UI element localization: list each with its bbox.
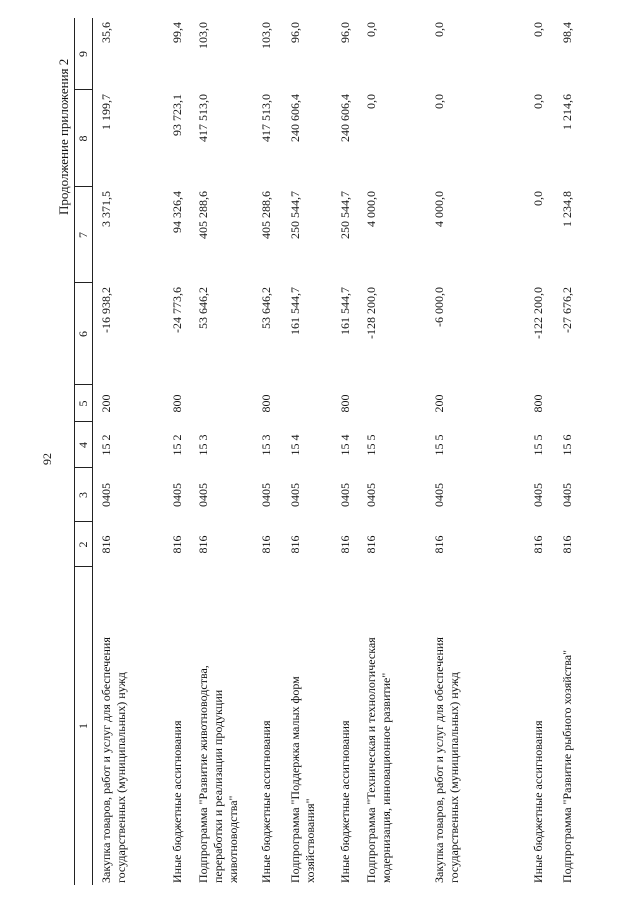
row-name: Подпрограмма "Поддержка малых форм хозяйствования" (288, 676, 317, 883)
cell-c3: 0405 (364, 483, 378, 507)
cell-c4: 15 3 (259, 434, 273, 456)
cell-c6: -122 200,0 (531, 287, 545, 339)
cell-c9: 0,0 (432, 22, 446, 37)
header-col-8: 8 (76, 135, 90, 142)
header-col-3: 3 (76, 492, 90, 498)
header-col-9: 9 (76, 51, 90, 57)
cell-c8: 240 606,4 (288, 94, 302, 142)
row-name: Иные бюджетные ассигнования (170, 720, 184, 883)
cell-c9: 96,0 (288, 22, 302, 43)
cell-c9: 0,0 (531, 22, 545, 37)
cell-c4: 15 4 (338, 434, 352, 456)
cell-c2: 816 (338, 535, 352, 554)
row-name: Закупка товаров, работ и услуг для обеспечения государственных (муниципальных) нужд (99, 637, 128, 883)
cell-c2: 816 (560, 535, 574, 554)
cell-c6: -6 000,0 (432, 287, 446, 327)
cell-c7: 94 326,4 (170, 191, 184, 233)
cell-c5: 200 (99, 394, 113, 413)
cell-c4: 15 5 (531, 434, 545, 456)
cell-c7: 4 000,0 (364, 191, 378, 227)
cell-c9: 98,4 (560, 22, 574, 43)
cell-c6: -24 773,6 (170, 287, 184, 333)
page-number: 92 (40, 453, 54, 465)
cell-c2: 816 (99, 535, 113, 554)
cell-c8: 0,0 (531, 94, 545, 109)
cell-c9: 103,0 (259, 22, 273, 49)
row-name: Подпрограмма "Техническая и технологическая модернизация, инновационное развитие" (364, 637, 393, 883)
cell-c4: 15 3 (196, 434, 210, 456)
cell-c6: 53 646,2 (196, 287, 210, 329)
cell-c7: 405 288,6 (259, 191, 273, 239)
cell-c7: 3 371,5 (99, 191, 113, 227)
cell-c5: 800 (170, 394, 184, 413)
cell-c8: 417 513,0 (196, 94, 210, 142)
cell-c5: 800 (259, 394, 273, 413)
cell-c6: -27 676,2 (560, 287, 574, 333)
cell-c2: 816 (259, 535, 273, 554)
header-col-5: 5 (76, 400, 90, 407)
cell-c6: -128 200,0 (364, 287, 378, 339)
cell-c5: 800 (531, 394, 545, 413)
cell-c9: 99,4 (170, 22, 184, 43)
header-col-6: 6 (76, 331, 90, 337)
cell-c3: 0405 (432, 483, 446, 507)
cell-c3: 0405 (170, 483, 184, 507)
cell-c7: 405 288,6 (196, 191, 210, 239)
cell-c9: 103,0 (196, 22, 210, 49)
cell-c2: 816 (196, 535, 210, 554)
cell-c6: 53 646,2 (259, 287, 273, 329)
cell-c3: 0405 (259, 483, 273, 507)
row-name: Закупка товаров, работ и услуг для обеспечения государственных (муниципальных) нужд (432, 637, 461, 883)
cell-c3: 0405 (338, 483, 352, 507)
row-name: Подпрограмма "Развитие животноводства, переработки и реализации продукции животноводства" (196, 665, 240, 883)
row-name: Иные бюджетные ассигнования (531, 720, 545, 883)
header-bottom-border (92, 18, 93, 885)
cell-c6: 161 544,7 (288, 287, 302, 335)
cell-c2: 816 (288, 535, 302, 554)
cell-c3: 0405 (288, 483, 302, 507)
row-name: Подпрограмма "Развитие рыбного хозяйства" (560, 650, 574, 883)
header-col-1: 1 (76, 723, 90, 729)
header-col-7: 7 (76, 232, 90, 238)
cell-c3: 0405 (99, 483, 113, 507)
cell-c4: 15 2 (170, 434, 184, 456)
row-name: Иные бюджетные ассигнования (259, 720, 273, 883)
cell-c2: 816 (531, 535, 545, 554)
cell-c4: 15 2 (99, 434, 113, 456)
header-col-2: 2 (76, 541, 90, 548)
cell-c3: 0405 (531, 483, 545, 507)
cell-c9: 96,0 (338, 22, 352, 43)
cell-c8: 0,0 (364, 94, 378, 109)
cell-c7: 4 000,0 (432, 191, 446, 227)
cell-c3: 0405 (196, 483, 210, 507)
cell-c8: 417 513,0 (259, 94, 273, 142)
cell-c3: 0405 (560, 483, 574, 507)
cell-c6: -16 938,2 (99, 287, 113, 333)
cell-c4: 15 6 (560, 434, 574, 456)
cell-c7: 0,0 (531, 191, 545, 206)
cell-c2: 816 (364, 535, 378, 554)
cell-c8: 0,0 (432, 94, 446, 109)
cell-c7: 250 544,7 (288, 191, 302, 239)
cell-c4: 15 5 (432, 434, 446, 456)
cell-c7: 1 234,8 (560, 191, 574, 227)
table-top-border (74, 18, 75, 885)
cell-c5: 200 (432, 394, 446, 413)
cell-c9: 35,6 (99, 22, 113, 43)
appendix-caption: Продолжение приложения 2 (56, 58, 71, 215)
header-col-4: 4 (76, 442, 90, 448)
row-name: Иные бюджетные ассигнования (338, 720, 352, 883)
cell-c4: 15 5 (364, 434, 378, 456)
cell-c9: 0,0 (364, 22, 378, 37)
cell-c7: 250 544,7 (338, 191, 352, 239)
cell-c2: 816 (432, 535, 446, 554)
cell-c6: 161 544,7 (338, 287, 352, 335)
cell-c8: 1 199,7 (99, 94, 113, 130)
cell-c8: 1 214,6 (560, 94, 574, 130)
cell-c2: 816 (170, 535, 184, 554)
cell-c8: 93 723,1 (170, 94, 184, 136)
cell-c4: 15 4 (288, 434, 302, 456)
cell-c5: 800 (338, 394, 352, 413)
cell-c8: 240 606,4 (338, 94, 352, 142)
